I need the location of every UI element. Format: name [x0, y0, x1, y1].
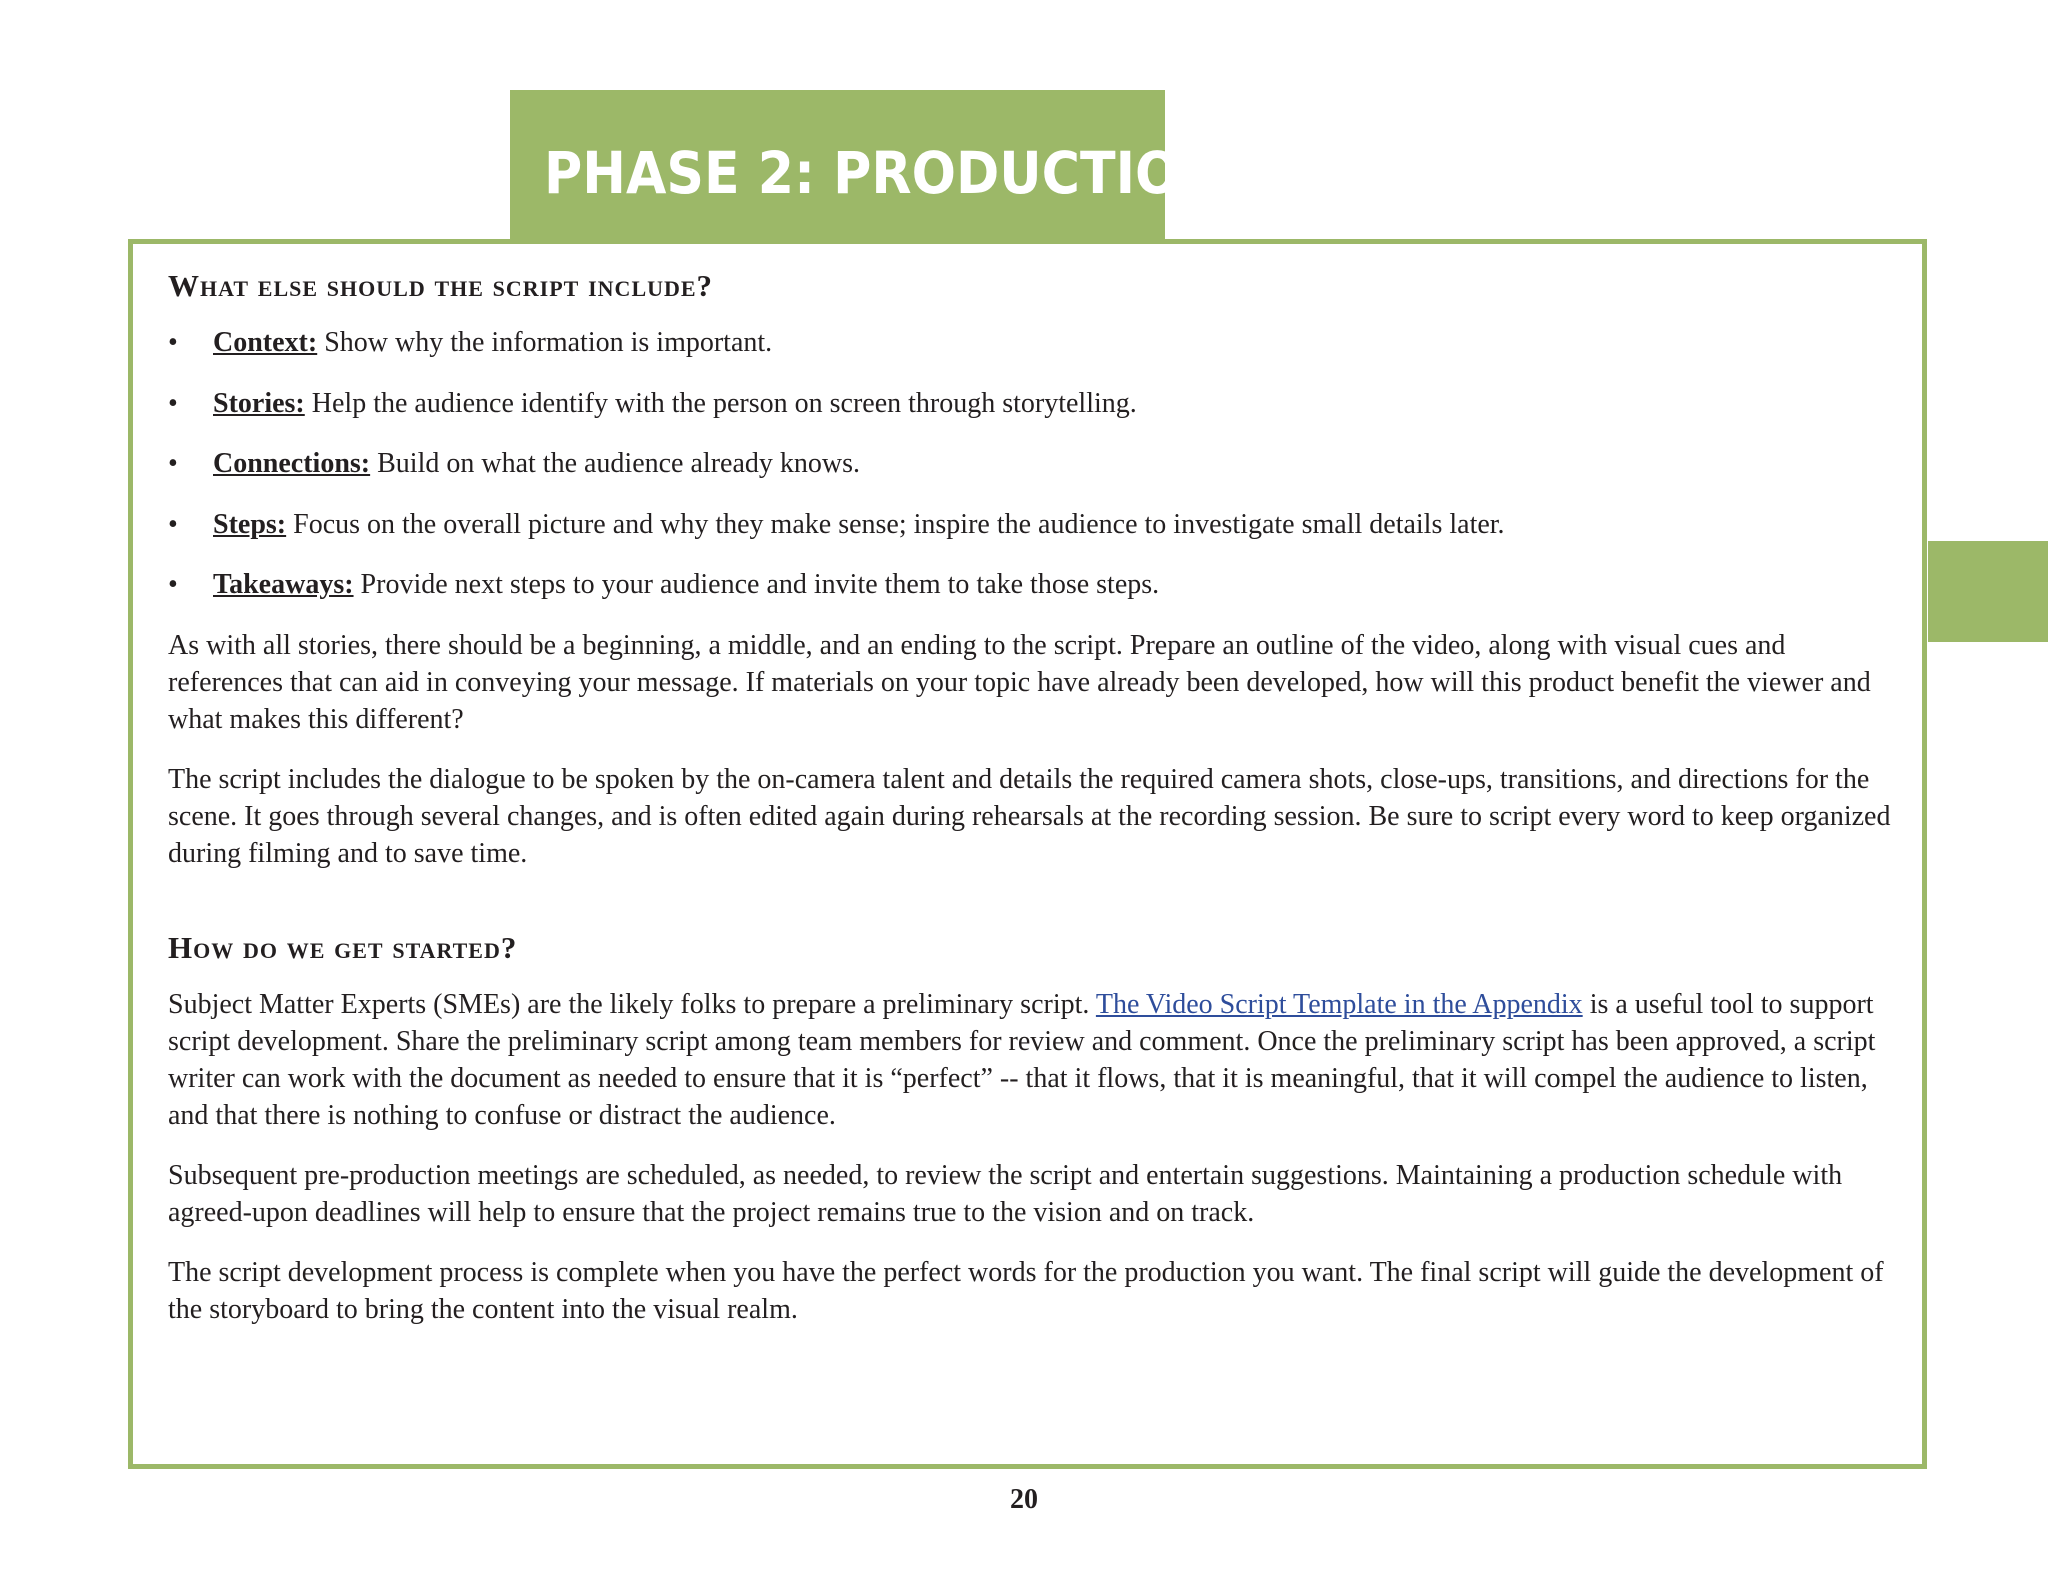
paragraph-smes-rest: is a useful tool to support script development. Share the preliminary script among team members for review and comment. Once the preliminary script has been approved, a script writer can work with the document as needed to ensure that it is “perfect” -- that it flows, that it is meaningful, that it will compel the audience to listen, and that there is nothing to confuse or distract the audience.: [168, 988, 1876, 1131]
bullet-term: Takeaways:: [213, 569, 354, 601]
phase-title: PHASE 2: PRODUCTION: [544, 139, 1224, 207]
list-item: [168, 324, 1903, 361]
bullet-icon: •: [168, 508, 178, 540]
video-script-template-link[interactable]: The Video Script Template in the Appendix: [1095, 988, 1583, 1020]
bullet-icon: •: [168, 569, 178, 601]
bullet-term: Steps:: [213, 508, 287, 540]
phase-header-tab: [510, 90, 1224, 242]
bullet-term: Context:: [213, 327, 318, 359]
bullet-icon: •: [168, 327, 178, 359]
section-heading-script-include: What else should the script include?: [168, 268, 714, 303]
bullet-icon: •: [168, 448, 178, 480]
bullet-text: Build on what the audience already knows.: [370, 448, 860, 480]
paragraph-script-complete: The script development process is complete when you have the perfect words for the production you want. The final script will guide the development of the storyboard to bring the content into the visual realm.: [168, 1256, 1884, 1325]
bullet-icon: •: [168, 387, 178, 419]
list-item: [168, 566, 1903, 603]
bullet-term: Stories:: [213, 387, 305, 419]
bullet-text: Provide next steps to your audience and invite them to take those steps.: [353, 569, 1160, 601]
section-heading-get-started: How do we get started?: [168, 929, 518, 965]
bullet-term: Connections:: [213, 448, 371, 480]
bullet-text: Help the audience identify with the person on screen through storytelling.: [304, 387, 1137, 419]
bullet-text: Show why the information is important.: [317, 327, 773, 359]
side-thumb-tab: [1928, 541, 2048, 642]
paragraph-preproduction: Subsequent pre-production meetings are scheduled, as needed, to review the script and entertain suggestions. Maintaining a production schedule with agreed-upon deadlines will help to ensure that the project remains true to the vision and on track.: [168, 1159, 1843, 1228]
paragraph-smes: [168, 986, 1903, 1134]
content-body: [168, 267, 1903, 1351]
list-item: [168, 445, 1903, 482]
page-number: 20: [1010, 1484, 1038, 1515]
content-frame: [128, 239, 1927, 1469]
bullet-list: [168, 324, 1903, 603]
list-item: [168, 385, 1903, 422]
paragraph-story-structure: As with all stories, there should be a beginning, a middle, and an ending to the script. Prepare an outline of the video, along with visual cues and references that can aid in conveying your message. If materials on your topic have already been developed, how will this product benefit the viewer and what makes this different?: [168, 629, 1871, 735]
list-item: [168, 506, 1903, 543]
paragraph-script-dialogue: The script includes the dialogue to be spoken by the on-camera talent and details the required camera shots, close-ups, transitions, and directions for the scene. It goes through several changes, and is often edited again during rehearsals at the recording session. Be sure to script every word to keep organized during filming and to save time.: [168, 763, 1891, 869]
paragraph-smes-intro: Subject Matter Experts (SMEs) are the likely folks to prepare a preliminary script.: [168, 988, 1096, 1020]
bullet-text: Focus on the overall picture and why they make sense; inspire the audience to investigate small details later.: [286, 508, 1505, 540]
